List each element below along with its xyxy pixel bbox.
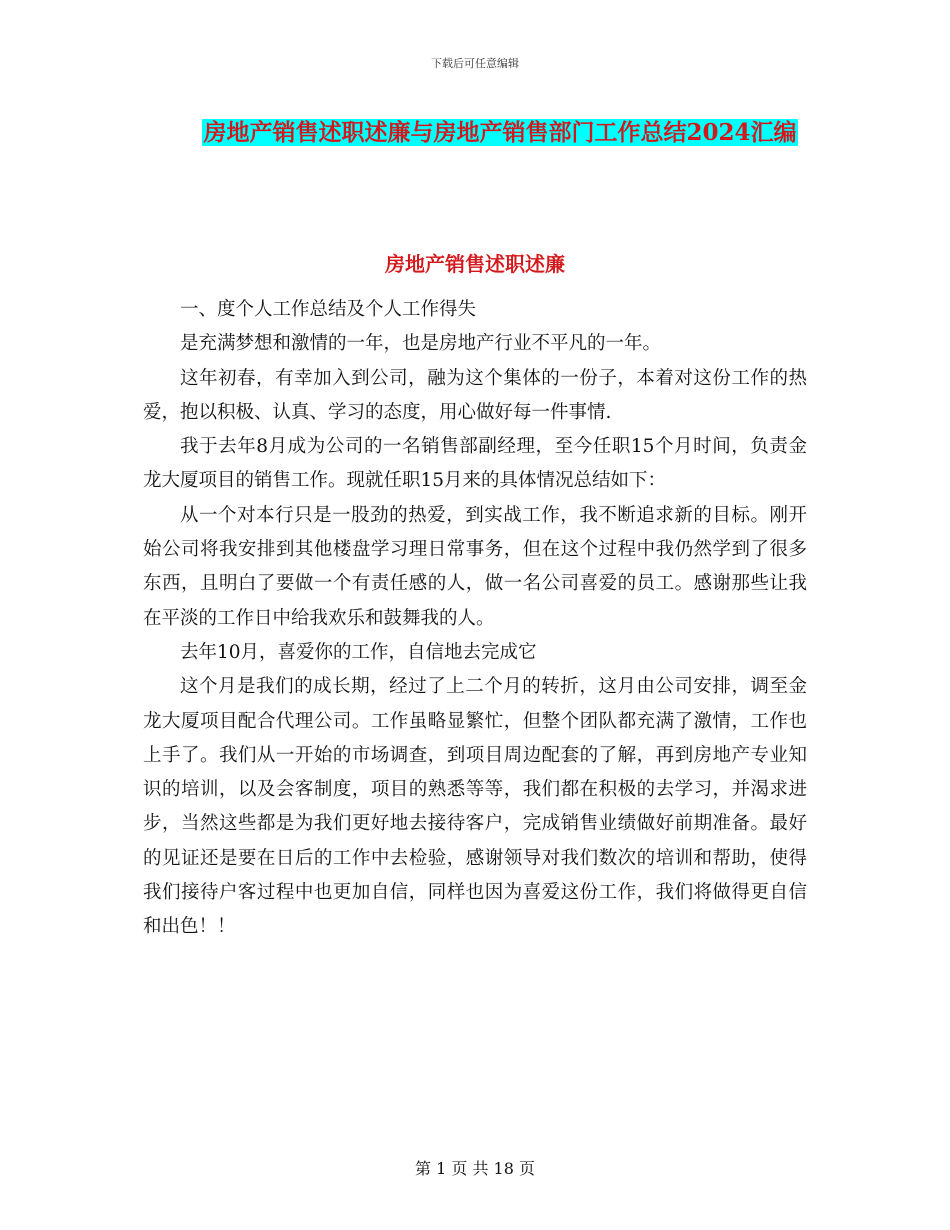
paragraph: 这个月是我们的成长期，经过了上二个月的转折，这月由公司安排，调至金龙大厦项目配合代理公司。工作虽略显繁忙，但整个团队都充满了激情，工作也上手了。我们从一开始的市场调查，到项目周边配套的了解，再到房地产专业知识的培训，以及会客制度，项目的熟悉等等，我们都在积极的去学习，并渴求进步，当然这些都是为我们更好地去接待客户，完成销售业绩做好前期准备。最好的见证还是要在日后的工作中去检验，感谢领导对我们数次的培训和帮助，使得我们接待户客过程中也更加自信，同样也因为喜爱这份工作，我们将做得更自信和出色！！: [143, 676, 807, 938]
header-note: 下载后可任意编辑: [431, 57, 519, 70]
body-text: [143, 293, 807, 945]
paragraph: 一、度个人工作总结及个人工作得失: [180, 299, 477, 320]
document-title-text: 房地产销售述职述廉与房地产销售部门工作总结2024汇编: [203, 119, 797, 146]
section-title: 房地产销售述职述廉: [385, 252, 565, 276]
paragraph: 从一个对本行只是一股劲的热爱，到实战工作，我不断追求新的目标。刚开始公司将我安排到其他楼盘学习理日常事务，但在这个过程中我仍然学到了很多东西，且明白了要做一个有责任感的人，做一名公司喜爱的员工。感谢那些让我在平淡的工作日中给我欢乐和鼓舞我的人。: [143, 504, 807, 629]
paragraph: 去年10月，喜爱你的工作，自信地去完成它: [180, 641, 537, 663]
paragraph: 我于去年8月成为公司的一名销售部副经理，至今任职15个月时间，负责金龙大厦项目的销售工作。现就任职15月来的具体情况总结如下：: [143, 436, 807, 492]
page-footer: 第 1 页 共 18 页: [415, 1159, 535, 1178]
paragraph: 这年初春，有幸加入到公司，融为这个集体的一份子，本着对这份工作的热爱，抱以积极、认真、学习的态度，用心做好每一件事情.: [143, 367, 807, 423]
document-title: [180, 112, 820, 154]
paragraph: 是充满梦想和激情的一年，也是房地产行业不平凡的一年。: [180, 333, 662, 355]
